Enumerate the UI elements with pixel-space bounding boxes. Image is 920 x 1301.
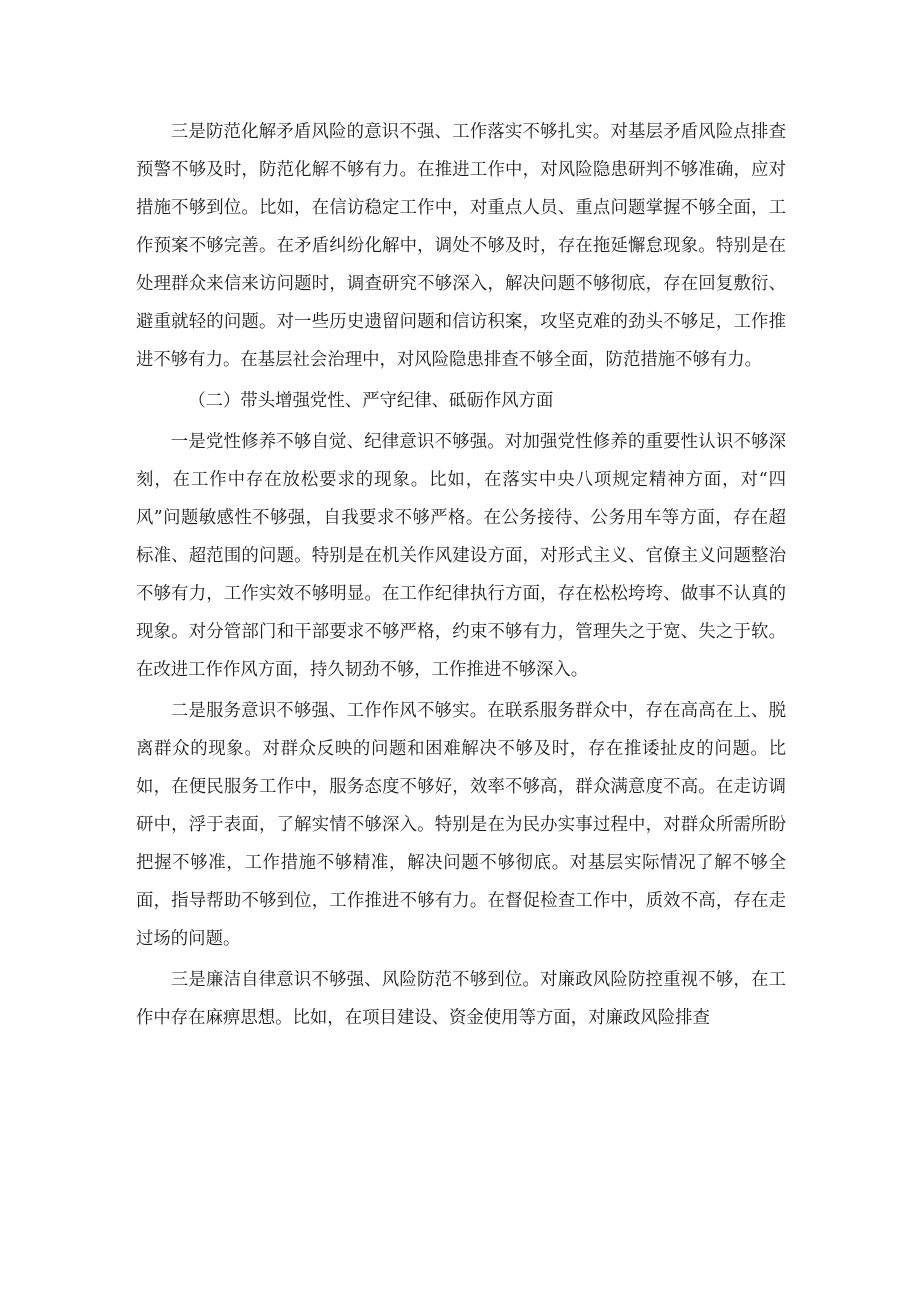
section-heading-party-discipline: （二）带头增强党性、严守纪律、砥砺作风方面 — [188, 391, 554, 411]
paragraph-integrity: 三是廉洁自律意识不够强、风险防范不够到位。对廉政风险防控重视不够，在工作中存在麻痹思想。比如，在项目建设、资金使用等方面，对廉政风险排查 — [136, 970, 786, 1028]
paragraph-party-spirit: 一是党性修养不够自觉、纪律意识不够强。对加强党性修养的重要性认识不够深刻，在工作中存在放松要求的现象。比如，在落实中央八项规定精神方面，对“四风”问题敏感性不够强，自我要求不够严格。在公务接待、公务用车等方面，存在超标准、超范围的问题。特别是在机关作风建设方面，对形式主义、官僚主义问题整治不够有力，工作实效不够明显。在工作纪律执行方面，存在松松垮垮、做事不认真的现象。对分管部门和干部要求不够严格，约束不够有力，管理失之于宽、失之于软。在改进工作作风方面，持久韧劲不够，工作推进不够深入。 — [136, 432, 786, 680]
paragraph-risk-prevention: 三是防范化解矛盾风险的意识不强、工作落实不够扎实。对基层矛盾风险点排查预警不够及时，防范化解不够有力。在推进工作中，对风险隐患研判不够准确，应对措施不够到位。比如，在信访稳定工作中，对重点人员、重点问题掌握不够全面，工作预案不够完善。在矛盾纠纷化解中，调处不够及时，存在拖延懈怠现象。特别是在处理群众来信来访问题时，调查研究不够深入，解决问题不够彻底，存在回复敷衍、避重就轻的问题。对一些历史遗留问题和信访积案，攻坚克难的劲头不够足，工作推进不够有力。在基层社会治理中，对风险隐患排查不够全面，防范措施不够有力。 — [136, 122, 786, 370]
document-body — [136, 113, 786, 1040]
paragraph-service-awareness: 二是服务意识不够强、工作作风不够实。在联系服务群众中，存在高高在上、脱离群众的现象。对群众反映的问题和困难解决不够及时，存在推诿扯皮的问题。比如，在便民服务工作中，服务态度不够好，效率不够高，群众满意度不高。在走访调研中，浮于表面，了解实情不够深入。特别是在为民办实事过程中，对群众所需所盼把握不够准，工作措施不够精准，解决问题不够彻底。对基层实际情况了解不够全面，指导帮助不够到位，工作推进不够有力。在督促检查工作中，质效不高，存在走过场的问题。 — [136, 701, 786, 949]
